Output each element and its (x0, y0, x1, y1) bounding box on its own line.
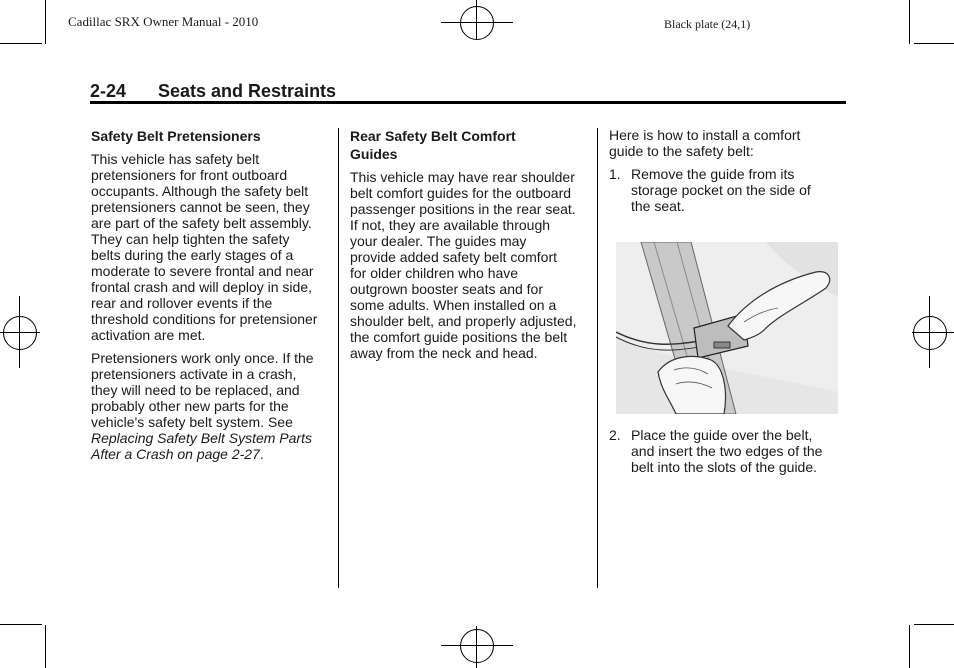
column-1 (91, 127, 331, 462)
section-title: Seats and Restraints (158, 81, 337, 101)
paragraph (609, 127, 849, 159)
crop-mark (909, 625, 910, 668)
text-line: for older children who have (350, 265, 519, 281)
text-line: your dealer. The guides may (350, 233, 527, 249)
crop-mark (45, 0, 46, 44)
text-line: Pretensioners work only once. If the (91, 350, 314, 366)
column-2 (350, 127, 592, 361)
crop-mark (909, 0, 910, 44)
text-line: vehicle's safety belt system. See (91, 414, 293, 430)
text-line: belt into the slots of the guide. (631, 459, 818, 475)
text-line: occupants. Although the safety belt (91, 183, 309, 199)
text-line: away from the neck and head. (350, 345, 538, 361)
heading-line: Rear Safety Belt Comfort (350, 128, 516, 144)
text-line: This vehicle may have rear shoulder (350, 169, 575, 185)
column-divider (338, 128, 339, 588)
text-line: passenger positions in the rear seat. (350, 201, 576, 217)
step-number: 2. (609, 427, 621, 443)
text-line: pretensioners cannot be seen, they (91, 199, 310, 215)
step-number: 1. (609, 166, 621, 182)
crop-mark (914, 43, 954, 44)
crop-mark (45, 625, 46, 668)
heading-rear-comfort-guides (350, 127, 592, 163)
step-1 (609, 166, 849, 214)
paragraph (91, 350, 331, 462)
text-line: moderate to severe frontal and near (91, 263, 314, 279)
text-line: the comfort guide positions the belt (350, 329, 568, 345)
text-line: activation are met. (91, 327, 206, 343)
cross-reference[interactable]: After a Crash on page 2-27 (91, 446, 260, 462)
text-line: They can help tighten the safety (91, 231, 290, 247)
text-line: the seat. (631, 198, 685, 214)
text-line: and insert the two edges of the (631, 443, 823, 459)
text-line: shoulder belt, and properly adjusted, (350, 313, 577, 329)
heading-line: Guides (350, 146, 398, 162)
text-line: are part of the safety belt assembly. (91, 215, 312, 231)
column-3-top (609, 127, 849, 214)
heading-safety-belt-pretensioners: Safety Belt Pretensioners (91, 128, 261, 144)
text-line: storage pocket on the side of (631, 182, 811, 198)
cross-reference[interactable]: Replacing Safety Belt System Parts (91, 430, 312, 446)
crop-mark (0, 43, 42, 44)
text-line: belts during the early stages of a (91, 247, 294, 263)
text-punctuation: . (259, 446, 264, 462)
text-line: Place the guide over the belt, (631, 427, 813, 443)
text-line: pretensioners activate in a crash, (91, 366, 297, 382)
page-number: 2-24 (90, 81, 127, 101)
paragraph (91, 151, 331, 343)
text-line: probably other new parts for the (91, 398, 289, 414)
print-header-left: Cadillac SRX Owner Manual - 2010 (68, 14, 259, 29)
text-line: frontal crash and will deploy in side, (91, 279, 313, 295)
crop-mark (914, 624, 954, 625)
text-line: belt comfort guides for the outboard (350, 185, 572, 201)
text-line: This vehicle has safety belt (91, 151, 260, 167)
text-line: Remove the guide from its (631, 166, 795, 182)
column-divider (597, 128, 598, 588)
text-line: rear and rollover events if the (91, 295, 273, 311)
crop-mark (0, 624, 42, 625)
paragraph (350, 169, 592, 361)
step-2 (609, 427, 849, 475)
text-line: outgrown booster seats and for (350, 281, 544, 297)
text-line: some adults. When installed on a (350, 297, 557, 313)
text-line: pretensioners for front outboard (91, 167, 288, 183)
text-line: they will need to be replaced, and (91, 382, 300, 398)
text-line: If not, they are available through (350, 217, 551, 233)
print-header-right: Black plate (24,1) (664, 17, 751, 31)
header-rule (90, 101, 846, 104)
column-3-bottom (609, 427, 849, 475)
comfort-guide-illustration (616, 242, 838, 414)
illustration-svg (616, 242, 838, 414)
text-line: threshold conditions for pretensioner (91, 311, 318, 327)
text-line: Here is how to install a comfort (609, 127, 801, 143)
text-line: provide added safety belt comfort (350, 249, 558, 265)
text-line: guide to the safety belt: (609, 143, 754, 159)
